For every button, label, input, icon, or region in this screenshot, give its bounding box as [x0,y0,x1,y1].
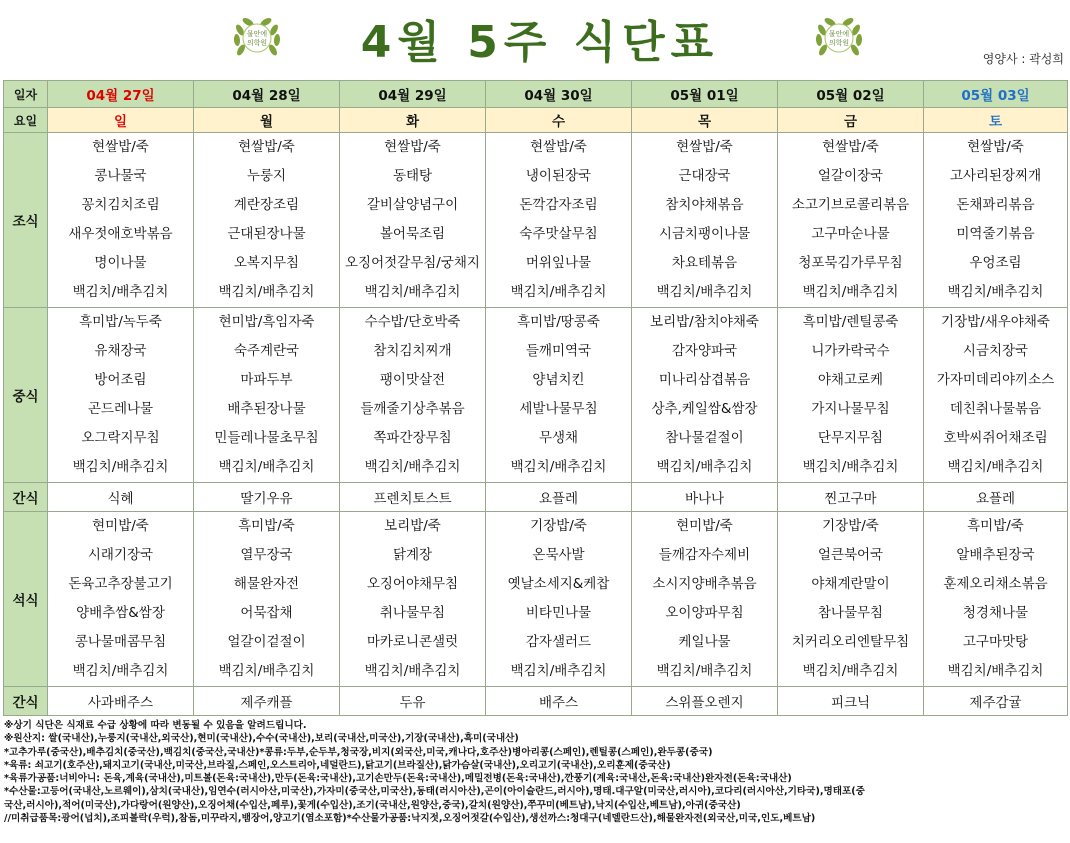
menu-item: 백김치/배추김치 [218,663,315,679]
weekday-cell: 수 [486,108,632,133]
menu-item: 숙주계란국 [233,343,300,359]
menu-item: 꽁치김치조림 [81,197,160,213]
snack2-label: 간식 [4,687,48,716]
menu-item: 감자샐러드 [525,634,592,650]
note-line: ※상기 식단은 식재료 수급 상황에 따라 변동될 수 있음을 알려드립니다. [4,720,307,731]
breakfast-label: 조식 [4,133,48,308]
menu-item: 닭계장 [392,547,433,563]
dinner-cell [194,512,340,687]
menu-item: 백김치/배추김치 [947,663,1044,679]
lunch-label: 중식 [4,308,48,483]
menu-item: 백김치/배추김치 [947,284,1044,300]
svg-text:의학원: 의학원 [246,39,268,47]
menu-item: 백김치/배추김치 [656,284,753,300]
nutritionist-label: 영양사 : 곽성희 [982,52,1064,66]
dinner-cell [48,512,194,687]
weekday-row [4,108,1068,133]
menu-item: 참치김치찌개 [373,343,452,359]
breakfast-cell [924,133,1068,308]
snack1-row [4,483,1068,512]
breakfast-cell [48,133,194,308]
menu-item: 시래기장국 [87,547,154,563]
menu-item: 근대된장나물 [227,226,306,242]
snack-cell: 딸기우유 [194,483,340,512]
menu-item: 유채장국 [94,343,147,359]
dinner-cell [486,512,632,687]
menu-item: 쪽파간장무침 [373,430,452,446]
snack-cell: 두유 [340,687,486,716]
menu-item: 오징어젓갈무침/궁채지 [345,255,480,271]
lunch-cell [194,308,340,483]
menu-item: 무생채 [538,430,579,446]
dinner-cell [340,512,486,687]
menu-item: 흑미밥/죽 [967,518,1024,534]
menu-item: 돈채꽈리볶음 [956,197,1035,213]
menu-item: 현미밥/죽 [676,518,733,534]
breakfast-cell [340,133,486,308]
menu-item: 백김치/배추김치 [802,459,899,475]
date-cell: 04월 29일 [340,81,486,108]
dinner-row [4,512,1068,687]
menu-item: 현쌀밥/죽 [238,139,295,155]
lunch-cell [48,308,194,483]
menu-item: 고구마맛탕 [962,634,1029,650]
menu-item: 흑미밥/죽 [238,518,295,534]
menu-item: 현쌀밥/죽 [92,139,149,155]
menu-item: 수수밥/단호박죽 [364,314,461,330]
menu-item: 취나물무침 [379,605,446,621]
breakfast-cell [778,133,924,308]
lunch-cell [486,308,632,483]
note-line: ※원산지: 쌀(국내산),누룽지(국내산,외국산),현미(국내산),수수(국내산),보리(국내산,미국산),기장(국내산),흑미(국내산) [4,733,519,745]
menu-item: 시금치팽이나물 [658,226,751,242]
menu-item: 백김치/배추김치 [802,284,899,300]
menu-item: 흑미밥/녹두죽 [79,314,162,330]
note-line: *육류가공품:너비아니: 돈육,계육(국내산),미트볼(돈육:국내산),만두(돈육:국내산),고기손만두(돈육:국내산),메밀전병(돈육:국내산),깐풍기(계육:국내산,돈육:국내산)완자전(돈육:국내산) [4,773,792,785]
menu-item: 옛날소세지&케찹 [507,576,610,592]
menu-item: 양배추쌈&쌈장 [76,605,165,621]
menu-item: 머위잎나물 [525,255,592,271]
breakfast-cell [486,133,632,308]
menu-item: 얼갈이장국 [817,168,884,184]
menu-item: 백김치/배추김치 [510,459,607,475]
menu-item: 백김치/배추김치 [364,284,461,300]
note-line: *육류: 쇠고기(호주산),돼지고기(국내산,미국산,브라질,스페인,오스트리아,네덜란드),닭고기(브라질산),닭가슴살(국내산),오리고기(국내산),오리훈제(중국산) [4,759,671,771]
dinner-cell [778,512,924,687]
menu-item: 차요테볶음 [671,255,738,271]
lunch-cell [632,308,778,483]
snack-cell: 제주캐플 [194,687,340,716]
snack-cell: 피크닉 [778,687,924,716]
menu-item: 현쌀밥/죽 [384,139,441,155]
note-line: 국산,러시아),적어(미국산),가다랑어(원양산),오징어채(수입산,페루),꽃게(수입산),조기(국내산,원양산,중국),갈치(원양산),쭈꾸미(베트남),낙지(수입산,베트남),아귀(중국산) [4,799,741,811]
menu-item: 누룽지 [246,168,287,184]
weekday-label: 요일 [4,108,48,133]
menu-item: 기장밥/죽 [530,518,587,534]
lunch-cell [778,308,924,483]
menu-item: 고구마순나물 [811,226,890,242]
menu-item: 백김치/배추김치 [510,284,607,300]
svg-text:물안에: 물안에 [828,30,850,38]
menu-item: 팽이맛살전 [379,372,446,388]
menu-item: 온묵사발 [532,547,585,563]
menu-item: 보리밥/죽 [384,518,441,534]
menu-item: 민들레나물초무침 [214,430,319,446]
menu-item: 마카로니콘샐럿 [366,634,459,650]
menu-item: 해물완자전 [233,576,300,592]
menu-item: 호박씨쥐어채조림 [943,430,1048,446]
menu-item: 양념치킨 [532,372,585,388]
lunch-cell [340,308,486,483]
snack-cell: 식혜 [48,483,194,512]
snack-cell: 제주감귤 [924,687,1068,716]
lunch-cell [924,308,1068,483]
menu-item: 케일나물 [678,634,731,650]
menu-item: 동태탕 [392,168,433,184]
menu-item: 시금치장국 [962,343,1029,359]
menu-item: 백김치/배추김치 [218,284,315,300]
menu-item: 백김치/배추김치 [72,284,169,300]
menu-item: 얼갈이겉절이 [227,634,306,650]
breakfast-cell [194,133,340,308]
menu-item: 오이양파무침 [665,605,744,621]
snack-cell: 사과배주스 [48,687,194,716]
menu-item: 백김치/배추김치 [656,663,753,679]
menu-item: 현쌀밥/죽 [530,139,587,155]
menu-item: 오그락지무침 [81,430,160,446]
menu-item: 현미밥/흑임자죽 [218,314,315,330]
snack-cell: 스위플오렌지 [632,687,778,716]
date-cell: 05월 01일 [632,81,778,108]
menu-item: 콩나물매콤무침 [74,634,167,650]
menu-item: 백김치/배추김치 [72,459,169,475]
notes [4,719,1066,825]
dinner-label: 석식 [4,512,48,687]
page-header [0,0,1070,78]
breakfast-row [4,133,1068,308]
lunch-row [4,308,1068,483]
menu-item: 참나물겉절이 [665,430,744,446]
menu-item: 곤드레나물 [87,401,154,417]
menu-item: 우엉조림 [969,255,1022,271]
date-cell: 05월 02일 [778,81,924,108]
menu-item: 미나리삼겹볶음 [658,372,751,388]
menu-item: 훈제오리채소볶음 [943,576,1048,592]
menu-item: 방어조림 [94,372,147,388]
menu-item: 알배추된장국 [956,547,1035,563]
menu-item: 백김치/배추김치 [72,663,169,679]
menu-item: 백김치/배추김치 [656,459,753,475]
menu-item: 얼큰북어국 [817,547,884,563]
menu-item: 미역줄기볶음 [956,226,1035,242]
snack-cell: 요플레 [486,483,632,512]
logo-left [230,10,284,64]
snack-cell: 배주스 [486,687,632,716]
menu-item: 근대장국 [678,168,731,184]
menu-item: 참나물무침 [817,605,884,621]
menu-item: 백김치/배추김치 [364,663,461,679]
dinner-cell [924,512,1068,687]
snack2-row [4,687,1068,716]
menu-item: 세발나물무침 [519,401,598,417]
menu-item: 소고기브로콜리볶음 [791,197,910,213]
menu-item: 돈깍감자조림 [519,197,598,213]
menu-item: 청포묵김가루무침 [798,255,903,271]
menu-item: 백김치/배추김치 [364,459,461,475]
menu-item: 단무지무침 [817,430,884,446]
menu-item: 가자미데리야끼소스 [936,372,1055,388]
weekday-cell: 목 [632,108,778,133]
menu-item: 데친취나물볶음 [949,401,1042,417]
menu-item: 갈비살양념구이 [366,197,459,213]
menu-item: 보리밥/참치야채죽 [650,314,759,330]
menu-item: 들깨감자수제비 [658,547,751,563]
menu-item: 고사리된장찌개 [949,168,1042,184]
note-line: //미취급품목:광어(넙치),조피볼락(우럭),참돔,미꾸라지,뱀장어,양고기(염소포함)*수산물가공품:낙지젓,오징어젓갈(수입산),생선까스:청대구(네델란드산),해물완자전(외국산,미국,인도,베트남) [4,813,816,825]
menu-item: 흑미밥/땅콩죽 [517,314,600,330]
menu-item: 새우젓애호박볶음 [68,226,173,242]
menu-item: 계란장조림 [233,197,300,213]
menu-item: 백김치/배추김치 [510,663,607,679]
date-row [4,81,1068,108]
note-line: *고추가루(중국산),배추김치(중국산),백김치(중국산,국내산)*콩류:두부,순두부,청국장,비지(외국산,미국,캐나다,호주산)병아리콩(스페인),렌틸콩(스페인),완두콩(중국) [4,746,713,758]
svg-text:물안에: 물안에 [246,30,268,38]
menu-item: 배추된장나물 [227,401,306,417]
breakfast-cell [632,133,778,308]
menu-item: 냉이된장국 [525,168,592,184]
menu-item: 들깨미역국 [525,343,592,359]
weekday-cell: 일 [48,108,194,133]
menu-item: 현쌀밥/죽 [822,139,879,155]
logo-right [812,10,866,64]
menu-item: 들깨줄기상추볶음 [360,401,465,417]
menu-item: 명이나물 [94,255,147,271]
snack-cell: 요플레 [924,483,1068,512]
menu-item: 어묵잡채 [240,605,293,621]
date-cell: 04월 27일 [48,81,194,108]
menu-item: 야채계란말이 [811,576,890,592]
date-cell: 04월 28일 [194,81,340,108]
menu-item: 볼어묵조림 [379,226,446,242]
menu-item: 현미밥/죽 [92,518,149,534]
menu-table [3,80,1068,716]
page-title: 4월 5주 식단표 [360,17,720,68]
menu-item: 돈육고추장불고기 [68,576,173,592]
date-cell: 04월 30일 [486,81,632,108]
menu-item: 감자양파국 [671,343,738,359]
menu-item: 오징어야채무침 [366,576,459,592]
menu-item: 소시지양배추볶음 [652,576,757,592]
snack-cell: 찐고구마 [778,483,924,512]
menu-item: 백김치/배추김치 [947,459,1044,475]
menu-item: 치커리오리엔탈무침 [791,634,910,650]
menu-item: 청경채나물 [962,605,1029,621]
menu-item: 백김치/배추김치 [802,663,899,679]
menu-item: 현쌀밥/죽 [967,139,1024,155]
note-line: *수산물:고등어(국내산,노르웨이),삼치(국내산),임연수(러시아산,미국산),가자미(중국산,미국산),동태(러시아산),곤이(아이슬란드,러시아),명태.대구알(미국산,러시아),코다리(러시아산,기타국),명태포(중 [4,786,865,798]
menu-item: 콩나물국 [94,168,147,184]
date-cell: 05월 03일 [924,81,1068,108]
date-label: 일자 [4,81,48,108]
menu-item: 마파두부 [240,372,293,388]
menu-item: 니가카락국수 [811,343,890,359]
menu-item: 야채고로케 [817,372,884,388]
menu-item: 기장밥/죽 [822,518,879,534]
menu-item: 백김치/배추김치 [218,459,315,475]
menu-item: 열무장국 [240,547,293,563]
menu-item: 숙주맛살무침 [519,226,598,242]
snack-cell: 프렌치토스트 [340,483,486,512]
snack1-label: 간식 [4,483,48,512]
menu-item: 오복지무침 [233,255,300,271]
menu-item: 상추,케일쌈&쌈장 [651,401,758,417]
menu-item: 비타민나물 [525,605,592,621]
menu-item: 가지나물무침 [811,401,890,417]
menu-item: 흑미밥/렌틸콩죽 [802,314,899,330]
weekday-cell: 금 [778,108,924,133]
menu-item: 기장밥/새우야채죽 [941,314,1050,330]
weekday-cell: 토 [924,108,1068,133]
menu-item: 현쌀밥/죽 [676,139,733,155]
weekday-cell: 화 [340,108,486,133]
dinner-cell [632,512,778,687]
svg-text:의학원: 의학원 [828,39,850,47]
menu-item: 참치야채볶음 [665,197,744,213]
snack-cell: 바나나 [632,483,778,512]
weekday-cell: 월 [194,108,340,133]
